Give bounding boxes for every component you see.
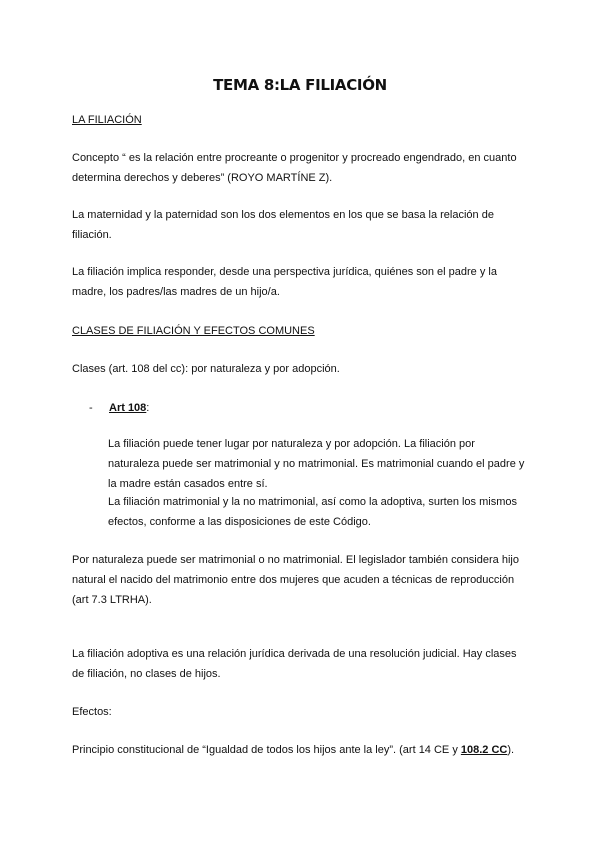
paragraph-maternidad: La maternidad y la paternidad son los dos elementos en los que se basa la relación de filiación. xyxy=(72,209,494,241)
page-title: TEMA 8:LA FILIACIÓN xyxy=(213,76,387,94)
paragraph-naturaleza: Por naturaleza puede ser matrimonial o no matrimonial. El legislador también considera hijo natural el nacido del matrimonio entre dos mujeres que acuden a técnicas de reproducción (art 7.3 LTRHA). xyxy=(72,554,519,606)
paragraph-efectos: Efectos: xyxy=(72,706,112,718)
ref-108-2-cc: 108.2 CC xyxy=(460,744,508,756)
paragraph-clases: Clases (art. 108 del cc): por naturaleza y por adopción. xyxy=(72,363,340,375)
section-heading-filiacion: LA FILIACIÓN xyxy=(72,114,142,126)
paragraph-principio xyxy=(72,740,542,760)
section-heading-clases: CLASES DE FILIACIÓN Y EFECTOS COMUNES xyxy=(72,325,315,337)
bullet-item-art108 xyxy=(109,398,149,418)
paragraph-concepto: Concepto “ es la relación entre procreante o progenitor y procreado engendrado, en cuanto determina derechos y deberes” (ROYO MARTÍNE Z). xyxy=(72,152,517,184)
principio-end: ). xyxy=(507,744,515,756)
principio-text: Principio constitucional de “Igualdad de todos los hijos ante la ley”. (art 14 CE y xyxy=(72,744,461,756)
art108-label: Art 108 xyxy=(109,402,147,414)
quote-art108-part2: La filiación matrimonial y la no matrimonial, así como la adoptiva, surten los mismos efectos, conforme a las disposiciones de este Código. xyxy=(108,496,517,528)
paragraph-adoptiva: La filiación adoptiva es una relación jurídica derivada de una resolución judicial. Hay clases de filiación, no clases de hijos. xyxy=(72,648,517,680)
bullet-dash: - xyxy=(89,402,93,414)
art108-colon: : xyxy=(146,402,150,414)
paragraph-implica: La filiación implica responder, desde una perspectiva jurídica, quiénes son el padre y la madre, los padres/las madres de un hijo/a. xyxy=(72,266,497,298)
quote-art108-part1: La filiación puede tener lugar por naturaleza y por adopción. La filiación por naturaleza puede ser matrimonial y no matrimonial. Es matrimonial cuando el padre y la madre están casados entre sí. xyxy=(108,438,525,490)
